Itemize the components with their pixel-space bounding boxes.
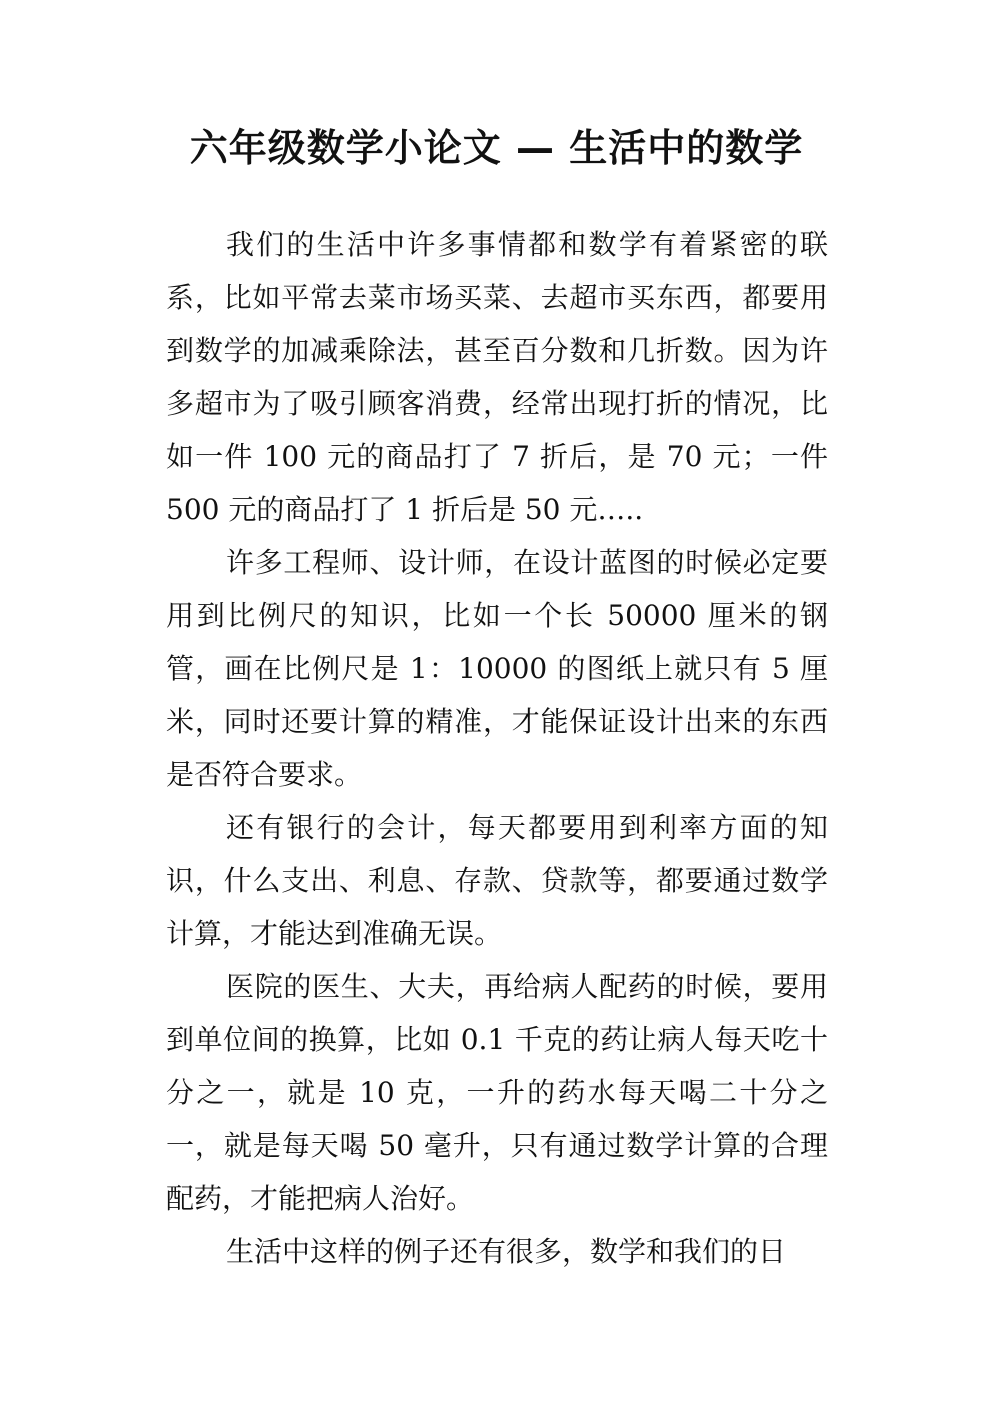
paragraph-banking: 还有银行的会计，每天都要用到利率方面的知识，什么支出、利息、存款、贷款等，都要通过数学计算，才能达到准确无误。 [166, 811, 828, 950]
paragraph-conclusion: 生活中这样的例子还有很多，数学和我们的日 [226, 1235, 787, 1268]
paragraph-medicine: 医院的医生、大夫，再给病人配药的时候，要用到单位间的换算，比如 0.1 千克的药让病人每天吃十分之一，就是 10 克，一升的药水每天喝二十分之一，就是每天喝 50 毫升，只有通过数学计算的合理配药，才能把病人治好。 [166, 970, 828, 1215]
paragraph-shopping: 我们的生活中许多事情都和数学有着紧密的联系，比如平常去菜市场买菜、去超市买东西，都要用到数学的加减乘除法，甚至百分数和几折数。因为许多超市为了吸引顾客消费，经常出现打折的情况，比如一件 100 元的商品打了 7 折后，是 70 元；一件 500 元的商品打了 1 折后是 50 元….. [166, 228, 828, 526]
paragraph-engineering: 许多工程师、设计师，在设计蓝图的时候必定要用到比例尺的知识，比如一个长 50000 厘米的钢管，画在比例尺是 1：10000 的图纸上就只有 5 厘米，同时还要计算的精准，才能保证设计出来的东西是否符合要求。 [166, 546, 828, 791]
document-body [166, 218, 828, 1278]
document-title: 六年级数学小论文 — 生活中的数学 [189, 126, 804, 170]
